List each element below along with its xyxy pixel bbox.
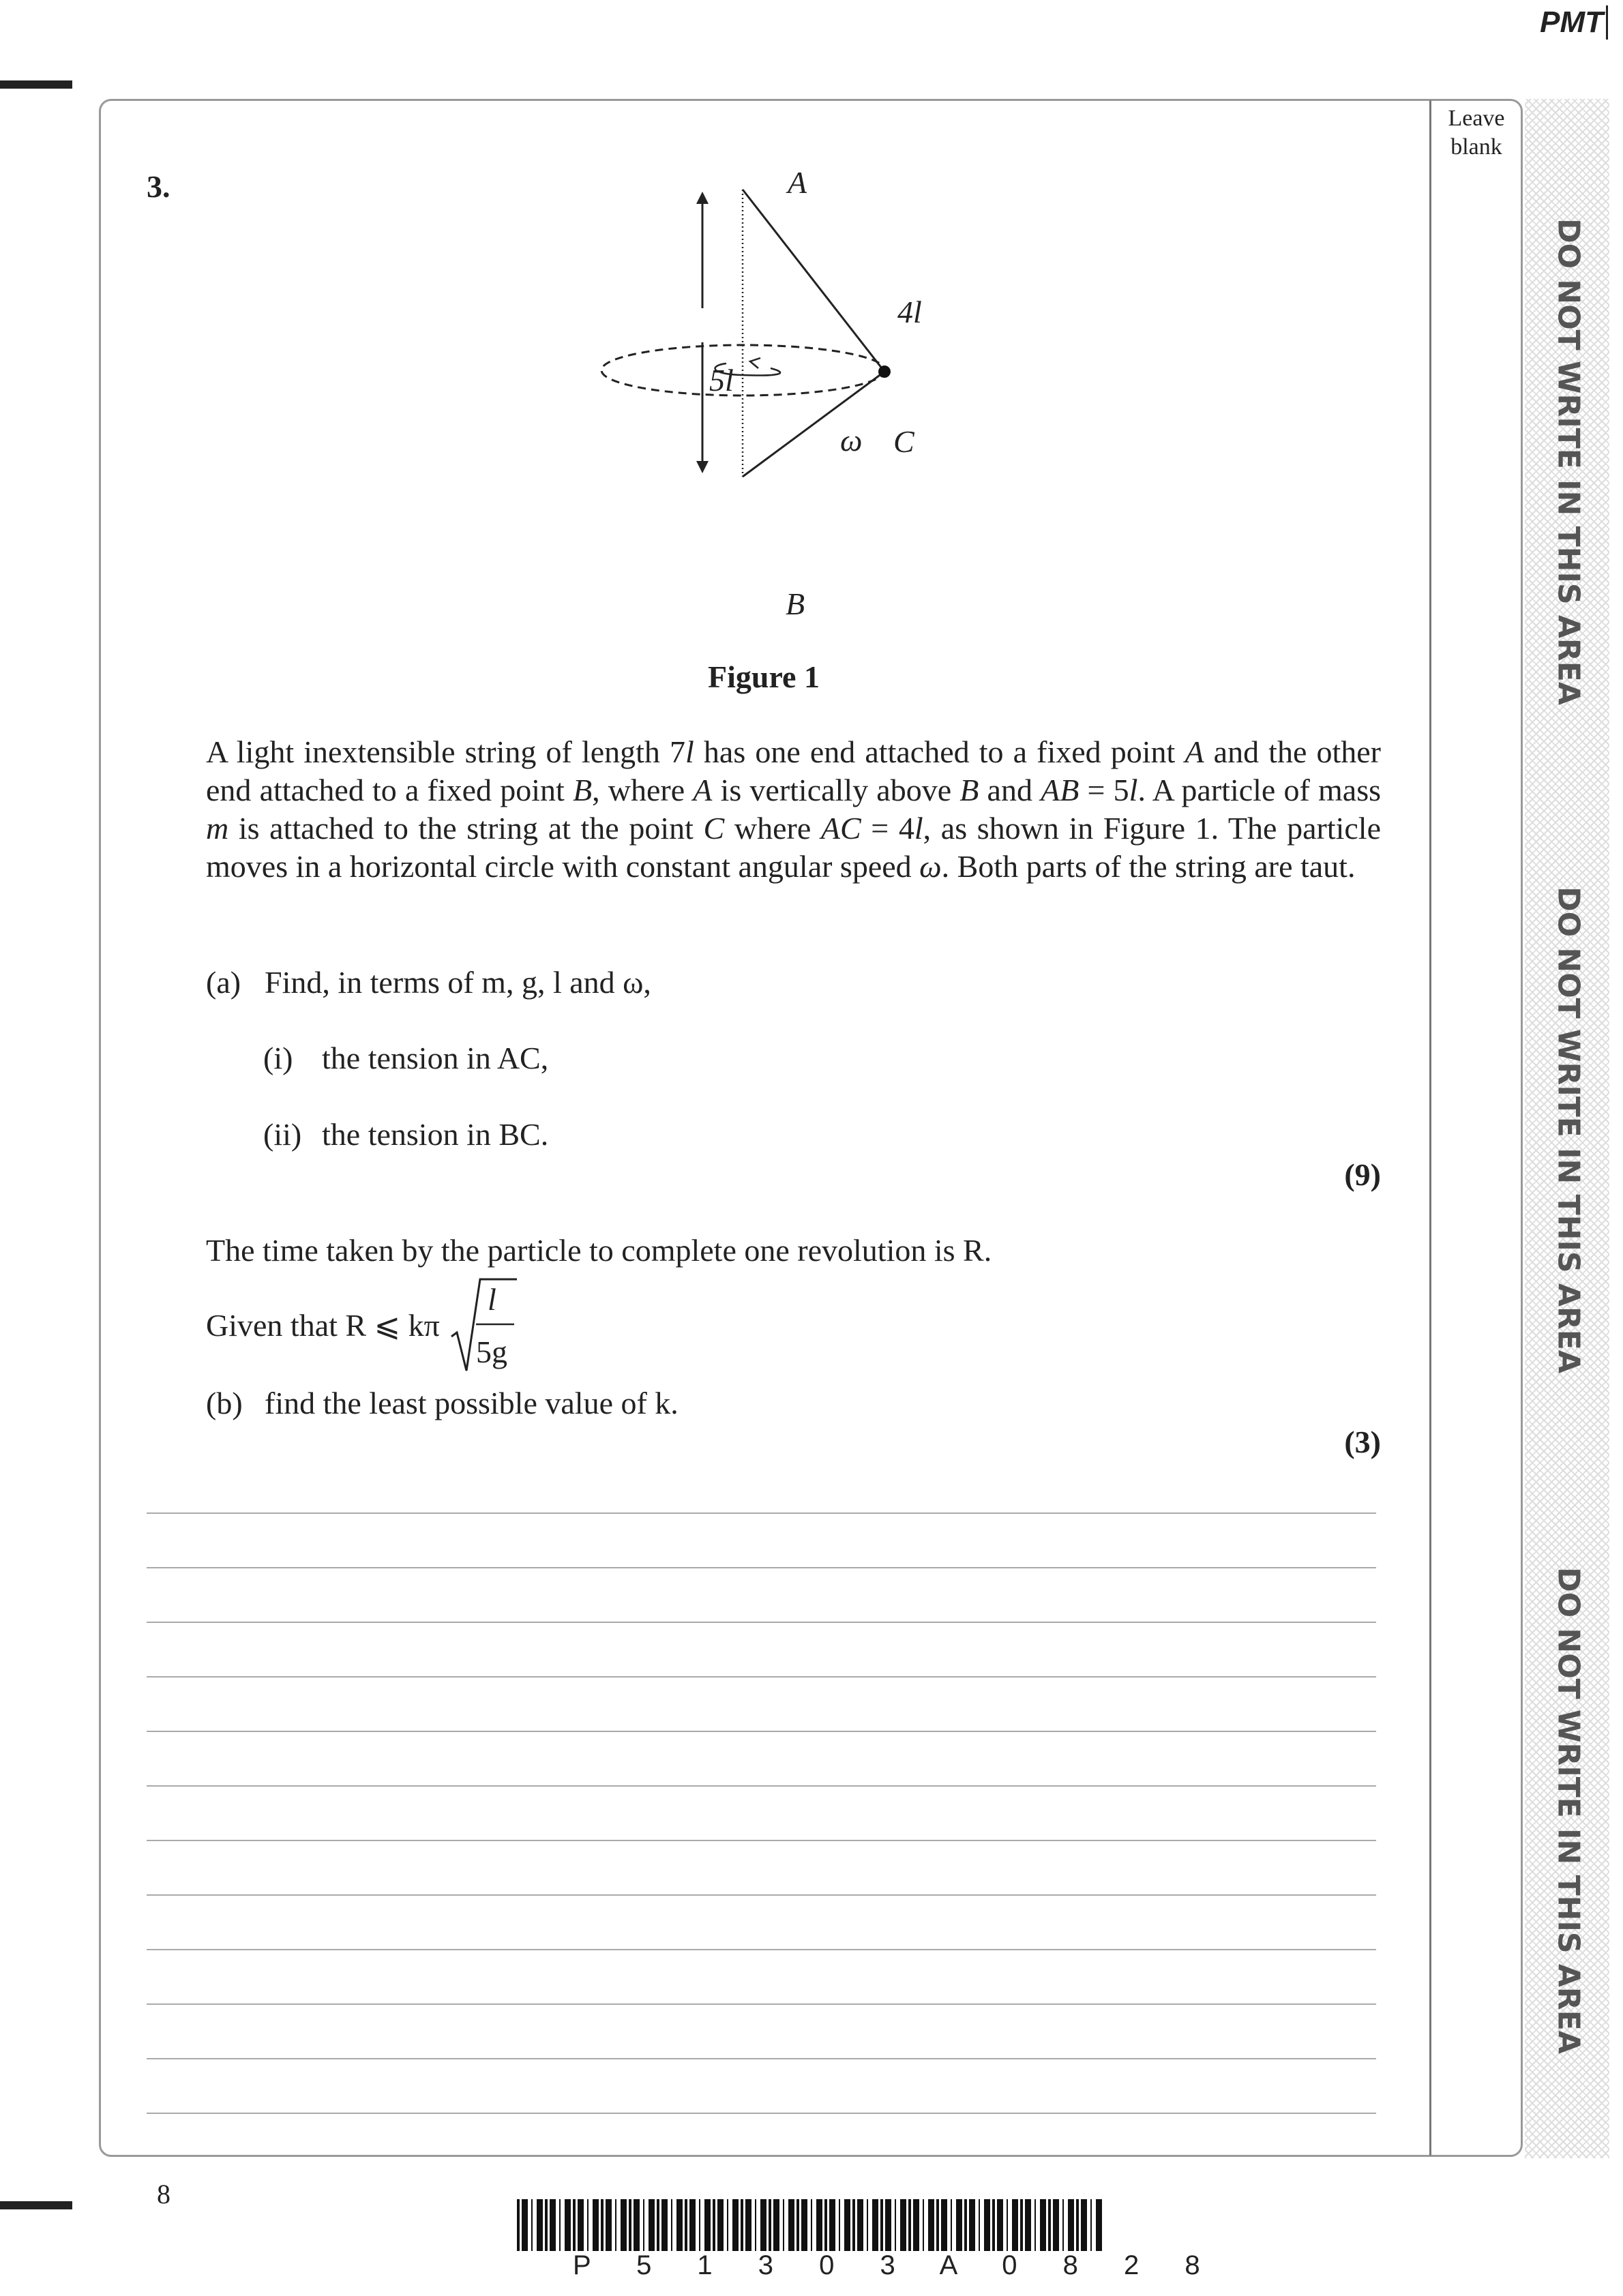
math-symbol: B: [572, 773, 593, 807]
intro-text: , as shown in Figure 1. The particle moves in a horizontal circle with constant angular speed: [206, 811, 1381, 884]
leave-blank-label: Leave blank: [1448, 106, 1505, 160]
leave-blank-divider: [1429, 100, 1431, 2156]
particle-c: [878, 366, 891, 378]
no-write-warning: DO NOT WRITE IN THIS AREA: [1551, 218, 1586, 705]
part-a-i-label: (i): [263, 1041, 293, 1075]
math-symbol: AB: [1041, 773, 1079, 807]
figure-diagram: [580, 157, 1057, 634]
brand-label: PMT: [1540, 5, 1608, 40]
part-b-text: find the least possible value of k.: [265, 1386, 679, 1420]
label-a: A: [788, 165, 807, 200]
figure-caption: Figure 1: [708, 659, 820, 694]
part-b-marks: (3): [1344, 1425, 1381, 1459]
answer-line[interactable]: [147, 2003, 1376, 2005]
part-a-label: (a): [206, 965, 241, 1000]
part-a-text: Find, in terms of m, g, l and ω,: [265, 965, 651, 1000]
question-number: 3.: [147, 169, 170, 204]
barcode-number: P 5 1 3 0 3 A 0 8 2 8: [573, 2250, 1219, 2280]
intro-text: = 4: [861, 811, 914, 846]
intro-text: is vertically above: [712, 773, 960, 807]
string-bc: [743, 372, 884, 477]
intro-text: has one end attached to a fixed point: [694, 734, 1185, 769]
given-prefix: Given that R ⩽ kπ: [206, 1308, 440, 1343]
label-5l: 5l: [709, 363, 734, 398]
intro-text: A light inextensible string of length 7: [206, 734, 686, 769]
time-statement: The time taken by the particle to complete one revolution is R.: [206, 1233, 992, 1268]
math-symbol: A: [1185, 734, 1204, 769]
math-symbol: l: [685, 734, 694, 769]
answer-line[interactable]: [147, 1894, 1376, 1896]
label-omega: ω: [840, 423, 863, 458]
math-symbol: ω: [919, 849, 942, 884]
intro-text: , where: [592, 773, 694, 807]
fraction-numerator: l: [488, 1282, 496, 1317]
label-b: B: [786, 586, 805, 621]
part-a-marks: (9): [1344, 1157, 1381, 1192]
math-symbol: A: [693, 773, 713, 807]
math-symbol: AC: [820, 811, 861, 846]
part-b-label: (b): [206, 1386, 243, 1420]
part-a-i-text: the tension in AC,: [322, 1041, 549, 1075]
answer-line[interactable]: [147, 1676, 1376, 1678]
answer-line[interactable]: [147, 1512, 1376, 1514]
answer-line[interactable]: [147, 1840, 1376, 1841]
math-symbol: m: [206, 811, 229, 846]
no-write-warning: DO NOT WRITE IN THIS AREA: [1551, 1567, 1586, 2054]
answer-line[interactable]: [147, 1785, 1376, 1787]
math-symbol: l: [914, 811, 923, 846]
answer-line[interactable]: [147, 2058, 1376, 2059]
intro-text: = 5: [1079, 773, 1129, 807]
intro-text: where: [724, 811, 821, 846]
math-symbol: C: [703, 811, 725, 846]
label-4l: 4l: [897, 295, 922, 329]
answer-line[interactable]: [147, 1949, 1376, 1950]
math-symbol: l: [1129, 773, 1138, 807]
crop-mark-top: [0, 80, 72, 89]
intro-text: and the other end attached to a fixed point: [206, 734, 1381, 807]
intro-text: and: [979, 773, 1041, 807]
page-number: 8: [157, 2179, 170, 2209]
part-a-ii-label: (ii): [263, 1117, 302, 1152]
label-c: C: [893, 424, 914, 459]
fraction-denominator: 5g: [476, 1335, 507, 1369]
barcode: [517, 2199, 1103, 2251]
answer-line[interactable]: [147, 1567, 1376, 1568]
question-intro: [206, 733, 1381, 886]
answer-line[interactable]: [147, 2113, 1376, 2114]
intro-text: is attached to the string at the point: [228, 811, 704, 846]
math-symbol: B: [959, 773, 979, 807]
intro-text: . A particle of mass: [1137, 773, 1381, 807]
intro-text: . Both parts of the string are taut.: [941, 849, 1356, 884]
no-write-warning: DO NOT WRITE IN THIS AREA: [1551, 886, 1586, 1373]
answer-line[interactable]: [147, 1622, 1376, 1623]
answer-line[interactable]: [147, 1731, 1376, 1732]
given-condition: [206, 1307, 440, 1345]
crop-mark-bottom: [0, 2201, 72, 2209]
part-a-ii-text: the tension in BC.: [322, 1117, 549, 1152]
